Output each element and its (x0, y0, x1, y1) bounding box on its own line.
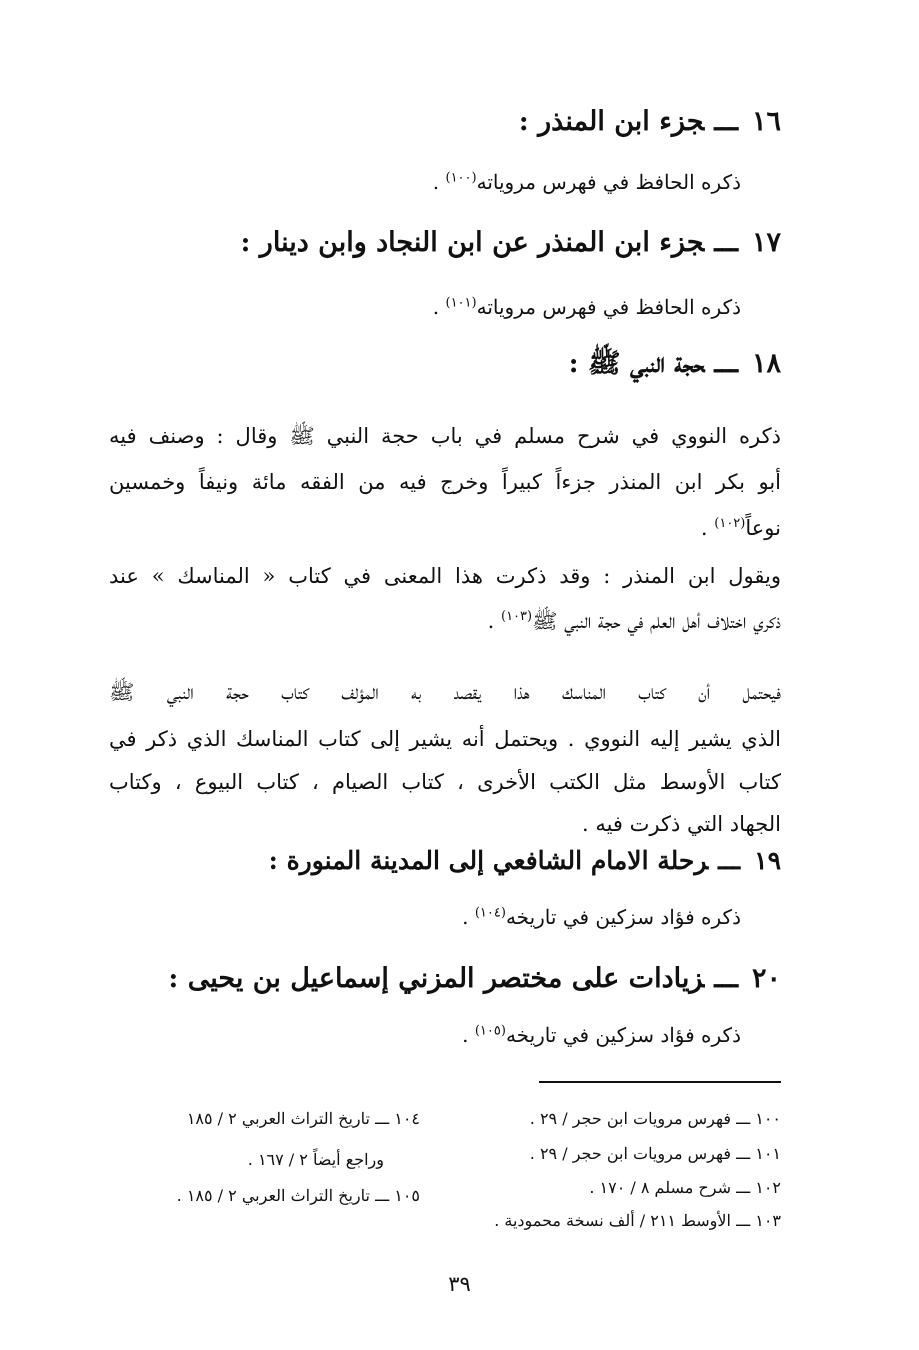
section-title: رحلة الامام الشافعي إلى المدينة المنورة : (268, 846, 709, 875)
paragraph-1-line-2: أبو بكر ابن المنذر جزءاً كبيراً وخرج فيه من الفقه مائة ونيفاً وخمسين (109, 470, 781, 494)
note-end: . (462, 905, 475, 929)
section-dash: ـــ (714, 106, 738, 137)
footnote-101: ١٠١ ـــ فهرس مرويات ابن حجر / ٢٩ . (529, 1144, 781, 1163)
footnote-102: ١٠٢ ـــ شرح مسلم ٨ / ١٧٠ . (589, 1178, 781, 1197)
footnote-ref: (١٠٢) (714, 516, 746, 531)
section-dash: ـــ (718, 846, 741, 875)
note-text: ذكره الحافظ في فهرس مروياته (476, 295, 741, 319)
note-end: . (432, 295, 446, 319)
section-number: ١٦ (751, 106, 781, 137)
paragraph-end: . (700, 516, 715, 540)
paragraph-text: ذكري اختلاف أهل العلم في حجة النبي ﷺ (532, 609, 781, 633)
section-title: حجة النبي ﷺ : (568, 348, 705, 379)
note-end: . (462, 1023, 475, 1047)
note-text: ذكره فؤاد سزكين في تاريخه (505, 1023, 741, 1047)
section-19-note (462, 905, 741, 929)
footnote-104-continued: وراجع أيضاً ٢ / ١٦٧ . (247, 1150, 384, 1169)
paragraph-end: . (487, 609, 501, 633)
footnote-105: ١٠٥ ـــ تاريخ التراث العربي ٢ / ١٨٥ . (176, 1186, 420, 1205)
footnote-ref: (١٠٤) (474, 905, 506, 921)
section-18-heading (569, 346, 781, 386)
note-text: ذكره الحافظ في فهرس مروياته (476, 170, 741, 194)
note-end: . (432, 170, 446, 194)
section-20-note (462, 1023, 741, 1047)
footnote-104: ١٠٤ ـــ تاريخ التراث العربي ٢ / ١٨٥ (186, 1109, 420, 1128)
paragraph-3-line-2: الذي يشير إليه النووي . ويحتمل أنه يشير إلى كتاب المناسك الذي ذكر في (109, 727, 781, 751)
paragraph-1-line-3 (701, 516, 781, 540)
footnote-100: ١٠٠ ـــ فهرس مرويات ابن حجر / ٢٩ . (529, 1109, 781, 1128)
section-number: ١٩ (754, 846, 781, 875)
section-dash: ـــ (714, 227, 738, 258)
footnote-103: ١٠٣ ـــ الأوسط ٢١١ / ألف نسخة محمودية . (494, 1211, 781, 1230)
section-number: ٢٠ (751, 963, 781, 994)
section-17-note (433, 295, 741, 319)
paragraph-3-line-1: فيحتمل أن كتاب المناسك هذا يقصد به المؤلف كتاب حجة النبي ﷺ (109, 680, 781, 704)
footnote-ref: (١٠٣) (500, 609, 533, 624)
section-19-heading (269, 846, 781, 875)
paragraph-text: نوعاً (745, 516, 781, 540)
section-number: ١٨ (751, 348, 781, 379)
section-20-heading (168, 963, 781, 994)
section-16-note (433, 170, 741, 194)
footnote-ref: (١٠٠) (445, 170, 477, 186)
section-17-heading (240, 227, 781, 258)
section-title: جزء ابن المنذر : (518, 106, 705, 137)
paragraph-1-line-1: ذكره النووي في شرح مسلم في باب حجة النبي ﷺ وقال : وصنف فيه (109, 424, 781, 448)
page-number: ٣٩ (448, 1272, 471, 1296)
section-title: زيادات على مختصر المزني إسماعيل بن يحيى : (168, 963, 705, 994)
paragraph-2-line-1: ويقول ابن المنذر : وقد ذكرت هذا المعنى في كتاب « المناسك » عند (109, 564, 781, 588)
footnote-ref: (١٠١) (445, 295, 477, 311)
note-text: ذكره فؤاد سزكين في تاريخه (505, 905, 741, 929)
section-number: ١٧ (751, 227, 781, 258)
paragraph-2-line-2 (488, 608, 781, 639)
section-16-heading (519, 106, 781, 137)
footnote-separator (539, 1081, 781, 1083)
section-dash: ـــ (714, 963, 738, 994)
paragraph-3-line-4: الجهاد التي ذكرت فيه . (581, 812, 781, 836)
paragraph-3-line-3: كتاب الأوسط مثل الكتب الأخرى ، كتاب الصيام ، كتاب البيوع ، وكتاب (109, 770, 781, 794)
section-dash: ـــ (714, 348, 738, 379)
footnote-ref: (١٠٥) (474, 1023, 506, 1039)
section-title: جزء ابن المنذر عن ابن النجاد وابن دينار : (240, 227, 705, 258)
